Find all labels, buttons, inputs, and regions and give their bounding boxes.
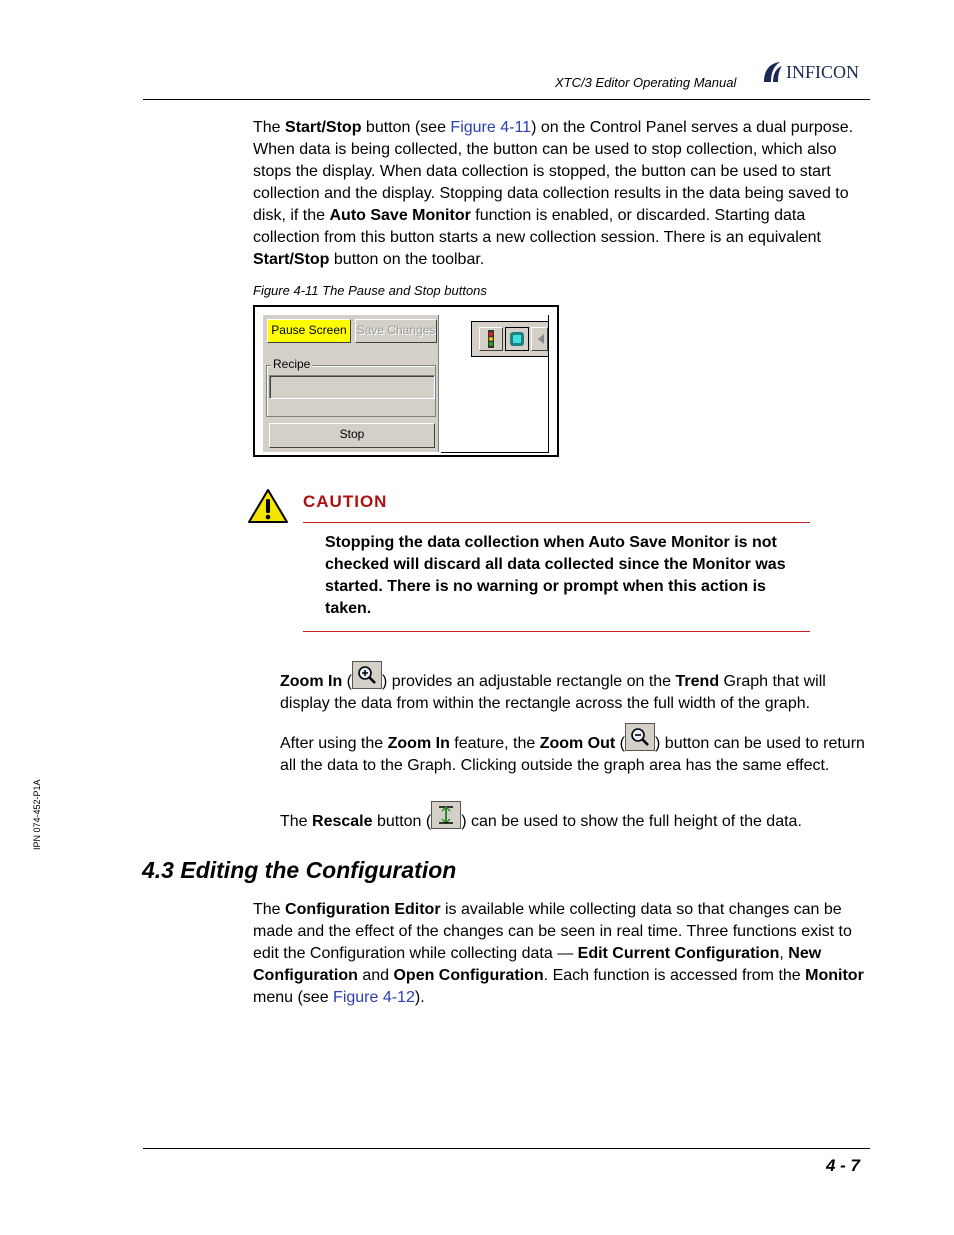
rescale-text-b: button ( — [372, 813, 432, 830]
caution-text: Stopping the data collection when Auto Save Monitor is not checked will discard all data collected since the Monitor was started. There is no warning or prompt when this action is taken. — [325, 534, 786, 617]
text-run: ) on the Control Panel serves a dual purpose. When data is being collected, the button can be used to stop collection, which also stops the display. When data collection is stopped, the button can be used to start collection and the display. Stopping data collection results in the data being saved to disk, if the — [253, 119, 854, 224]
zoom-out-term: Zoom Out — [539, 735, 616, 752]
toolbar — [471, 321, 549, 357]
text-run: ). — [414, 989, 425, 1006]
config-paragraph — [253, 899, 873, 1009]
text-run: The — [253, 119, 286, 136]
start-stop-toolbar-button[interactable] — [479, 327, 503, 351]
bold-term: Monitor — [805, 967, 864, 984]
zoom-in-text-b: Graph that will display the data from within the rectangle across the full width of the graph. — [280, 673, 826, 712]
zoom-out-text-c: ) button can be used to return all the data to the Graph. Clicking outside the graph area has the same effect. — [280, 735, 865, 774]
zoom-in-icon — [353, 662, 381, 688]
rescale-button[interactable] — [431, 801, 461, 829]
recipe-field[interactable] — [269, 375, 435, 399]
zoom-out-text-a: After using the — [280, 735, 388, 752]
stop-square-icon — [506, 328, 528, 350]
stop-button[interactable]: Stop — [269, 423, 435, 448]
intro-paragraph — [253, 117, 870, 271]
rescale-term: Rescale — [312, 813, 373, 830]
text-run: menu (see — [253, 989, 334, 1006]
text-run: The — [253, 901, 286, 918]
figure-caption: Figure 4-11 The Pause and Stop buttons — [253, 283, 487, 298]
back-toolbar-button[interactable] — [531, 327, 548, 351]
section-title: 4.3 Editing the Configuration — [142, 857, 457, 883]
rescale-text-c: ) can be used to show the full height of the data. — [461, 813, 802, 830]
header-rule — [143, 99, 870, 100]
bold-term: Auto Save Monitor — [329, 207, 471, 224]
bold-term: Start/Stop — [253, 251, 330, 268]
recipe-label: Recipe — [273, 357, 311, 371]
bold-term: Open Configuration — [393, 967, 544, 984]
inficon-logo-icon — [760, 60, 784, 84]
ipn-label: IPN 074-452-P1A — [32, 779, 42, 850]
traffic-light-icon — [480, 328, 502, 350]
text-run: button on the toolbar. — [329, 251, 485, 268]
zoom-in-paragraph — [280, 661, 872, 715]
brand-name: INFICON — [786, 62, 860, 82]
page-number: 4 - 7 — [826, 1156, 861, 1175]
rescale-paragraph — [280, 801, 872, 833]
figure-link[interactable]: Figure 4-11 — [450, 119, 532, 136]
stop-toolbar-button[interactable] — [505, 327, 529, 351]
save-changes-button[interactable]: Save Changes — [355, 319, 437, 343]
zoom-in-text-a: ) provides an adjustable rectangle on the — [382, 673, 676, 690]
figure-frame — [253, 305, 559, 457]
footer-rule — [143, 1148, 870, 1149]
bold-term: Edit Current Configuration — [577, 945, 780, 962]
inficon-logo — [760, 60, 872, 84]
zoom-out-paragraph — [280, 723, 872, 777]
text-run: function is enabled, or discarded. Starting data collection from this button starts a new collection session. There is an equivalent — [253, 207, 821, 246]
paren-text: ( — [615, 735, 626, 752]
text-run: , — [779, 945, 789, 962]
caution-bottom-rule — [303, 631, 810, 632]
text-run: button (see — [361, 119, 451, 136]
control-panel — [263, 315, 439, 452]
paren-text: ( — [342, 673, 352, 690]
warning-triangle-icon — [247, 488, 289, 524]
trend-term: Trend — [675, 673, 720, 690]
zoom-out-text-b: feature, the — [449, 735, 540, 752]
zoom-in-term-2: Zoom In — [387, 735, 450, 752]
text-run: is available while collecting data so that changes can be made and the effect of the changes can be seen in real time. Three functions exist to edit the Configuration while collecting data — — [253, 901, 852, 962]
text-run: and — [357, 967, 394, 984]
text-run: . Each function is accessed from the — [543, 967, 806, 984]
bold-term: Start/Stop — [285, 119, 362, 136]
caution-top-rule — [303, 522, 810, 523]
caution-title: CAUTION — [303, 492, 388, 511]
bold-term: New Configuration — [253, 945, 822, 984]
manual-title: XTC/3 Editor Operating Manual — [555, 75, 737, 90]
pause-screen-button[interactable]: Pause Screen — [267, 319, 351, 343]
zoom-in-term: Zoom In — [280, 673, 343, 690]
figure-link[interactable]: Figure 4-12 — [333, 989, 415, 1006]
zoom-in-button[interactable] — [352, 661, 382, 689]
bold-term: Configuration Editor — [285, 901, 441, 918]
rescale-text-a: The — [280, 813, 313, 830]
zoom-out-button[interactable] — [625, 723, 655, 751]
rescale-icon — [432, 802, 460, 828]
zoom-out-icon — [626, 724, 654, 750]
arrow-left-icon — [532, 328, 547, 350]
